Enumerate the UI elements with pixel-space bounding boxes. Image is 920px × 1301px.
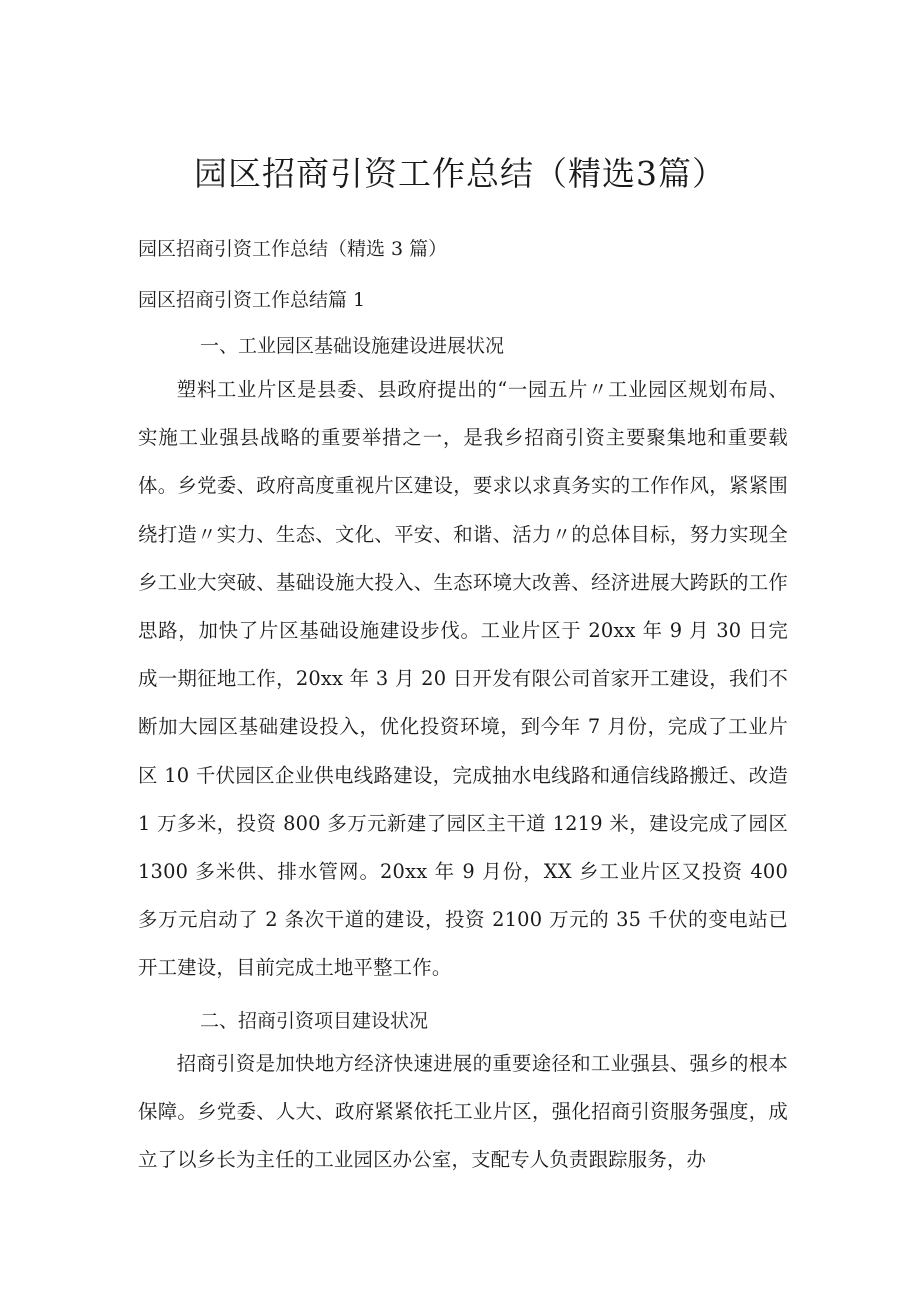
document-subtitle: 园区招商引资工作总结（精选 3 篇） <box>138 238 448 260</box>
section-heading-1: 一、工业园区基础设施建设进展状况 <box>200 335 505 357</box>
section-label: 园区招商引资工作总结篇 1 <box>138 289 366 311</box>
document-title: 园区招商引资工作总结（精选3篇） <box>194 154 726 193</box>
paragraph-2: 招商引资是加快地方经济快速进展的重要途径和工业强县、强乡的根本保障。乡党委、人大、政府紧紧依托工业片区，强化招商引资服务强度，成立了以乡长为主任的工业园区办公室，支配专人负责跟踪服务，办 <box>138 1052 788 1172</box>
paragraph-1: 塑料工业片区是县委、县政府提出的“一园五片〃工业园区规划布局、实施工业强县战略的重要举措之一，是我乡招商引资主要聚集地和重要载体。乡党委、政府高度重视片区建设，要求以求真务实的工作作风，紧紧围绕打造〃实力、生态、文化、平安、和谐、活力〃的总体目标，努力实现全乡工业大突破、基础设施大投入、生态环境大改善、经济进展大跨跃的工作思路，加快了片区基础设施建设步伐。工业片区于 20xx 年 9 月 30 日完成一期征地工作，20xx 年 3 月 20 日开发有限公司首家开工建设，我们不断加大园区基础建设投入，优化投资环境，到今年 7 月份，完成了工业片区 10 千伏园区企业供电线路建设，完成抽水电线路和通信线路搬迁、改造 1 万多米，投资 800 多万元新建了园区主干道 1219 米，建设完成了园区 1300 多米供、排水管网。20xx 年 9 月份，XX 乡工业片区又投资 400 多万元启动了 2 条次干道的建设，投资 2100 万元的 35 千伏的变电站已开工建设，目前完成土地平整工作。 <box>138 378 788 980</box>
section-heading-2: 二、招商引资项目建设状况 <box>200 1010 429 1032</box>
